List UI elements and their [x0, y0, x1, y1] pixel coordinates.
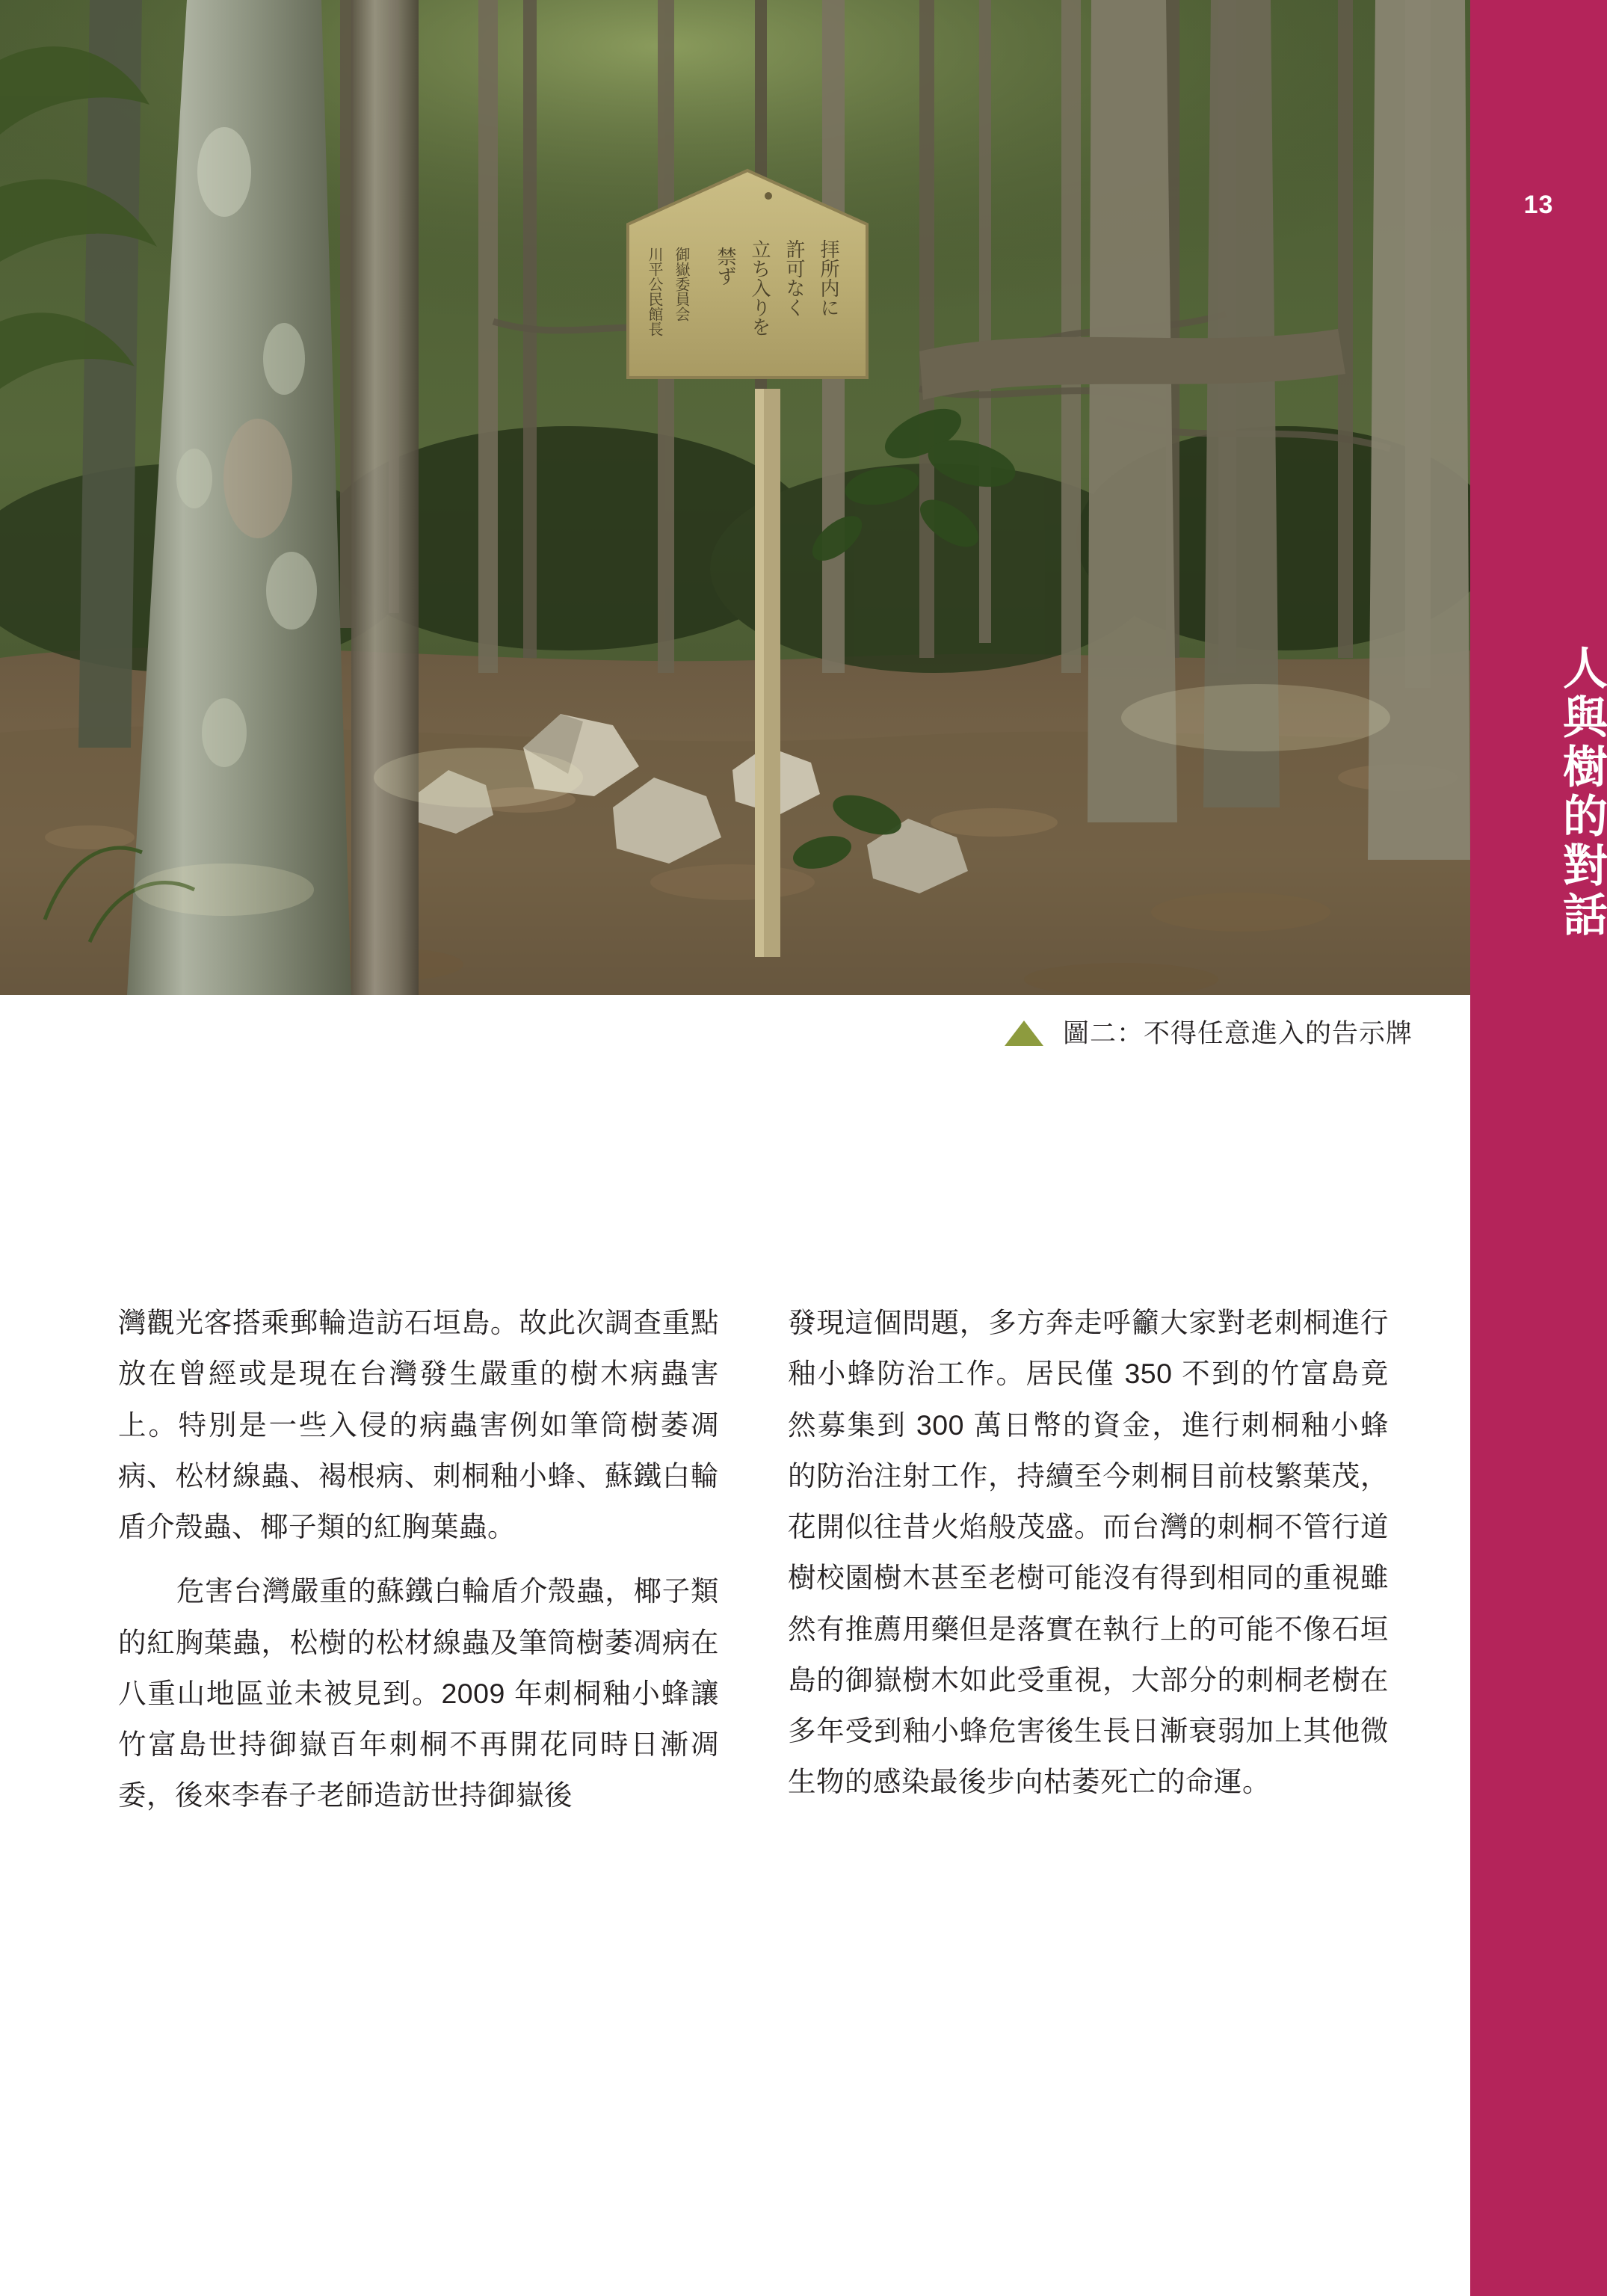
svg-text:立ち入りを: 立ち入りを: [748, 239, 771, 336]
svg-text:許可なく: 許可なく: [783, 239, 805, 317]
figure-caption-row: [0, 1013, 1413, 1050]
svg-text:禁ず: 禁ず: [714, 247, 736, 286]
right-column: [788, 1297, 1389, 1821]
figure-photo: [0, 0, 1470, 995]
page-number: 13: [1523, 191, 1554, 219]
svg-text:川平公民館長: 川平公民館長: [646, 247, 664, 336]
paragraph: 灣觀光客搭乘郵輪造訪石垣島。故此次調查重點放在曾經或是現在台灣發生嚴重的樹木病蟲害上。特別是一些入侵的病蟲害例如筆筒樹萎凋病、松材線蟲、褐根病、刺桐釉小蜂、蘇鐵白輪盾介殼蟲、椰子類的紅胸葉蟲。: [118, 1307, 719, 1542]
triangle-marker-icon: [1005, 1021, 1043, 1046]
svg-text:御嶽委員会: 御嶽委員会: [673, 247, 691, 321]
paragraph: 危害台灣嚴重的蘇鐵白輪盾介殼蟲，椰子類的紅胸葉蟲，松樹的松材線蟲及筆筒樹萎凋病在八重山地區並未被見到。2009 年刺桐釉小蜂讓竹富島世持御嶽百年刺桐不再開花同時日漸凋委，後來李春子老師造訪世持御嶽後: [118, 1575, 719, 1812]
left-column: [118, 1297, 719, 1821]
svg-text:拝所内に: 拝所内に: [817, 239, 839, 317]
figure-caption: 圖二：不得任意進入的告示牌: [1062, 1019, 1413, 1048]
paragraph: 發現這個問題，多方奔走呼籲大家對老刺桐進行釉小蜂防治工作。居民僅 350 不到的竹富島竟然募集到 300 萬日幣的資金，進行刺桐釉小蜂的防治注射工作，持續至今刺桐目前枝繁葉茂，花開似往昔火焰般茂盛。而台灣的刺桐不管行道樹校園樹木甚至老樹可能沒有得到相同的重視雖然有推薦用藥但是落實在執行上的可能不像石垣島的御嶽樹木如此受重視，大部分的刺桐老樹在多年受到釉小蜂危害後生長日漸衰弱加上其他微生物的感染最後步向枯萎死亡的命運。: [788, 1307, 1389, 1798]
section-title: 人與樹的對話: [1557, 644, 1607, 941]
body-columns: [118, 1297, 1389, 1821]
page-side-bar: [1470, 0, 1607, 2296]
